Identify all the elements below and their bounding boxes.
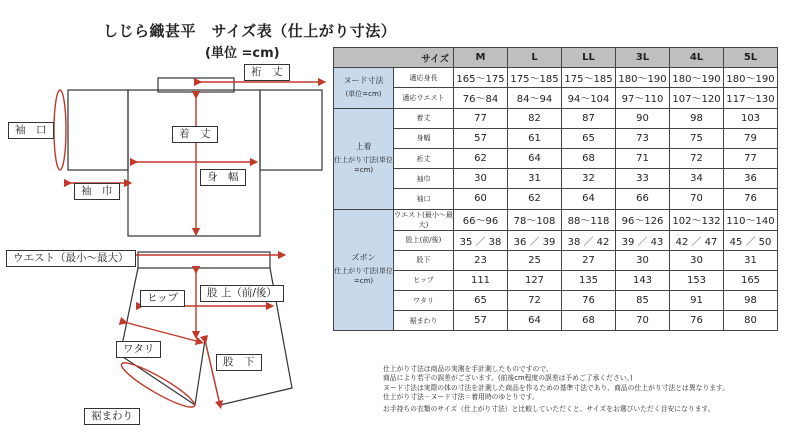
header-size: M [454,48,508,68]
label-hip: ヒップ [140,290,185,307]
size-value: 76 [670,311,724,331]
size-value: 82 [508,108,562,128]
size-value: 64 [508,148,562,168]
size-value: 23 [454,250,508,270]
table-row [334,88,778,108]
size-value: 143 [616,270,670,290]
size-value: 110～140 [724,209,778,230]
size-value: 42 ／ 47 [670,230,724,250]
note-line: 仕上がり寸法－ヌード寸法＝着用時のゆとりです。 [383,392,539,401]
measure-label: ウエスト(最小～最大) [394,210,453,229]
table-header-row [334,48,778,68]
size-value: 103 [724,108,778,128]
thigh-arrow [124,322,200,342]
inseam-arrow [205,340,220,405]
measure-label: 適応身長 [394,68,454,88]
size-value: 65 [562,128,616,148]
size-value: 33 [616,169,670,189]
table-row [334,128,778,148]
cuff-ellipse [54,90,66,170]
table-row [334,209,778,230]
label-rise: 股 上（前/後） [200,285,284,302]
size-value: 77 [724,148,778,168]
size-value: 98 [724,291,778,311]
size-value: 78～108 [508,209,562,230]
label-width: 身 幅 [200,169,246,186]
group-name: ズボン [351,253,376,263]
label-length: 着 丈 [172,126,218,143]
size-value: 27 [562,250,616,270]
header-size: 5L [724,48,778,68]
size-value: 165 [724,270,778,290]
measure-label: 袖口 [394,189,454,209]
size-value: 72 [508,291,562,311]
size-value: 79 [724,128,778,148]
size-value: 117～130 [724,88,778,108]
size-value: 30 [670,250,724,270]
size-value: 175～185 [562,68,616,88]
table-row [334,169,778,189]
size-value: 61 [508,128,562,148]
pants-outline [120,252,292,405]
hem-ellipse [118,357,199,413]
group-cell [334,68,394,108]
label-thigh: ワタリ [116,341,161,358]
size-value: 75 [670,128,724,148]
size-value: 94～104 [562,88,616,108]
size-value: 88～118 [562,209,616,230]
size-value: 76～84 [454,88,508,108]
header-size: L [508,48,562,68]
size-value: 68 [562,148,616,168]
notes [383,365,729,414]
size-value: 38 ／ 42 [562,230,616,250]
size-value: 76 [724,189,778,209]
measure-label: 股下 [394,250,454,270]
size-value: 175～185 [508,68,562,88]
label-hem: 裾まわり [84,408,140,425]
size-value: 36 ／ 39 [508,230,562,250]
size-value: 73 [616,128,670,148]
measure-label: ワタリ [394,291,454,311]
table-row [334,230,778,250]
measure-label: 着丈 [394,108,454,128]
group-cell [334,108,394,209]
size-value: 85 [616,291,670,311]
header-size: 3L [616,48,670,68]
size-value: 32 [562,169,616,189]
note-line: ヌード寸法は実際の体の寸法を計測した商品を作るための基準寸法であり、商品の仕上がり寸法とは異なります。 [383,383,730,392]
size-value: 97～110 [616,88,670,108]
page-title: しじら織甚平 サイズ表（仕上がり寸法） [103,22,397,40]
table-row [334,68,778,88]
size-value: 90 [616,108,670,128]
size-value: 76 [562,291,616,311]
size-value: 57 [454,311,508,331]
size-value: 64 [562,189,616,209]
label-cuff: 袖 口 [8,122,54,139]
size-value: 31 [508,169,562,189]
jacket-outline [68,78,322,236]
size-value: 30 [454,169,508,189]
label-shoulder: 裄 丈 [244,64,290,81]
group-name: ヌード寸法 [343,76,384,86]
size-table [333,47,778,331]
group-cell [334,209,394,331]
size-value: 96～126 [616,209,670,230]
measure-label: ヒップ [394,270,454,290]
size-value: 71 [616,148,670,168]
size-value: 60 [454,189,508,209]
size-value: 70 [616,311,670,331]
size-value: 107～120 [670,88,724,108]
measure-label: 袖巾 [394,169,454,189]
size-value: 153 [670,270,724,290]
size-value: 127 [508,270,562,290]
size-value: 80 [724,311,778,331]
label-waist: ウエスト（最小～最大） [6,250,136,267]
size-value: 135 [562,270,616,290]
table-row [334,148,778,168]
note-line: 仕上がり寸法は商品の実測を手計測したものですので、 [383,365,553,373]
header-size: LL [562,48,616,68]
table-row [334,311,778,331]
size-value: 62 [454,148,508,168]
measure-label: 適応ウエスト [394,88,454,108]
size-value: 165～175 [454,68,508,88]
table-row [334,189,778,209]
group-sub: 仕上がり寸法(単位=cm) [334,267,393,286]
size-value: 66～96 [454,209,508,230]
header-size: 4L [670,48,724,68]
note-line: お手持ちの衣類のサイズ（仕上がり寸法）と比較していただくと、サイズをお選びいただく目安になります。 [383,405,715,414]
group-sub: (単位=cm) [345,90,382,99]
table-row [334,108,778,128]
size-value: 180～190 [670,68,724,88]
measure-label: 股上(前/後) [394,230,454,250]
size-value: 98 [670,108,724,128]
size-value: 180～190 [724,68,778,88]
size-value: 45 ／ 50 [724,230,778,250]
size-value: 68 [562,311,616,331]
label-inseam: 股 下 [216,354,262,371]
unit-label: (単位 =cm) [205,46,280,61]
size-value: 30 [616,250,670,270]
size-value: 36 [724,169,778,189]
size-value: 66 [616,189,670,209]
size-value: 77 [454,108,508,128]
size-value: 87 [562,108,616,128]
size-value: 34 [670,169,724,189]
size-value: 35 ／ 38 [454,230,508,250]
size-value: 39 ／ 43 [616,230,670,250]
table-row [334,270,778,290]
measure-label: 裄丈 [394,148,454,168]
size-value: 65 [454,291,508,311]
size-value: 84～94 [508,88,562,108]
size-value: 102～132 [670,209,724,230]
note-line: 商品により若干の誤差がございます。(前後cm程度の誤差は予めご了承ください。) [383,374,633,383]
group-sub: 仕上がり寸法(単位=cm) [334,156,393,175]
header-label: サイズ [334,48,454,68]
group-name: 上着 [355,142,372,152]
table-row [334,291,778,311]
size-value: 25 [508,250,562,270]
size-value: 91 [670,291,724,311]
size-value: 57 [454,128,508,148]
size-value: 180～190 [616,68,670,88]
measure-label: 身幅 [394,128,454,148]
table-row [334,250,778,270]
size-value: 31 [724,250,778,270]
measure-label: 裾まわり [394,311,454,331]
size-value: 70 [670,189,724,209]
label-sleeve: 袖 巾 [74,183,120,200]
size-value: 72 [670,148,724,168]
size-value: 64 [508,311,562,331]
size-value: 62 [508,189,562,209]
size-value: 111 [454,270,508,290]
